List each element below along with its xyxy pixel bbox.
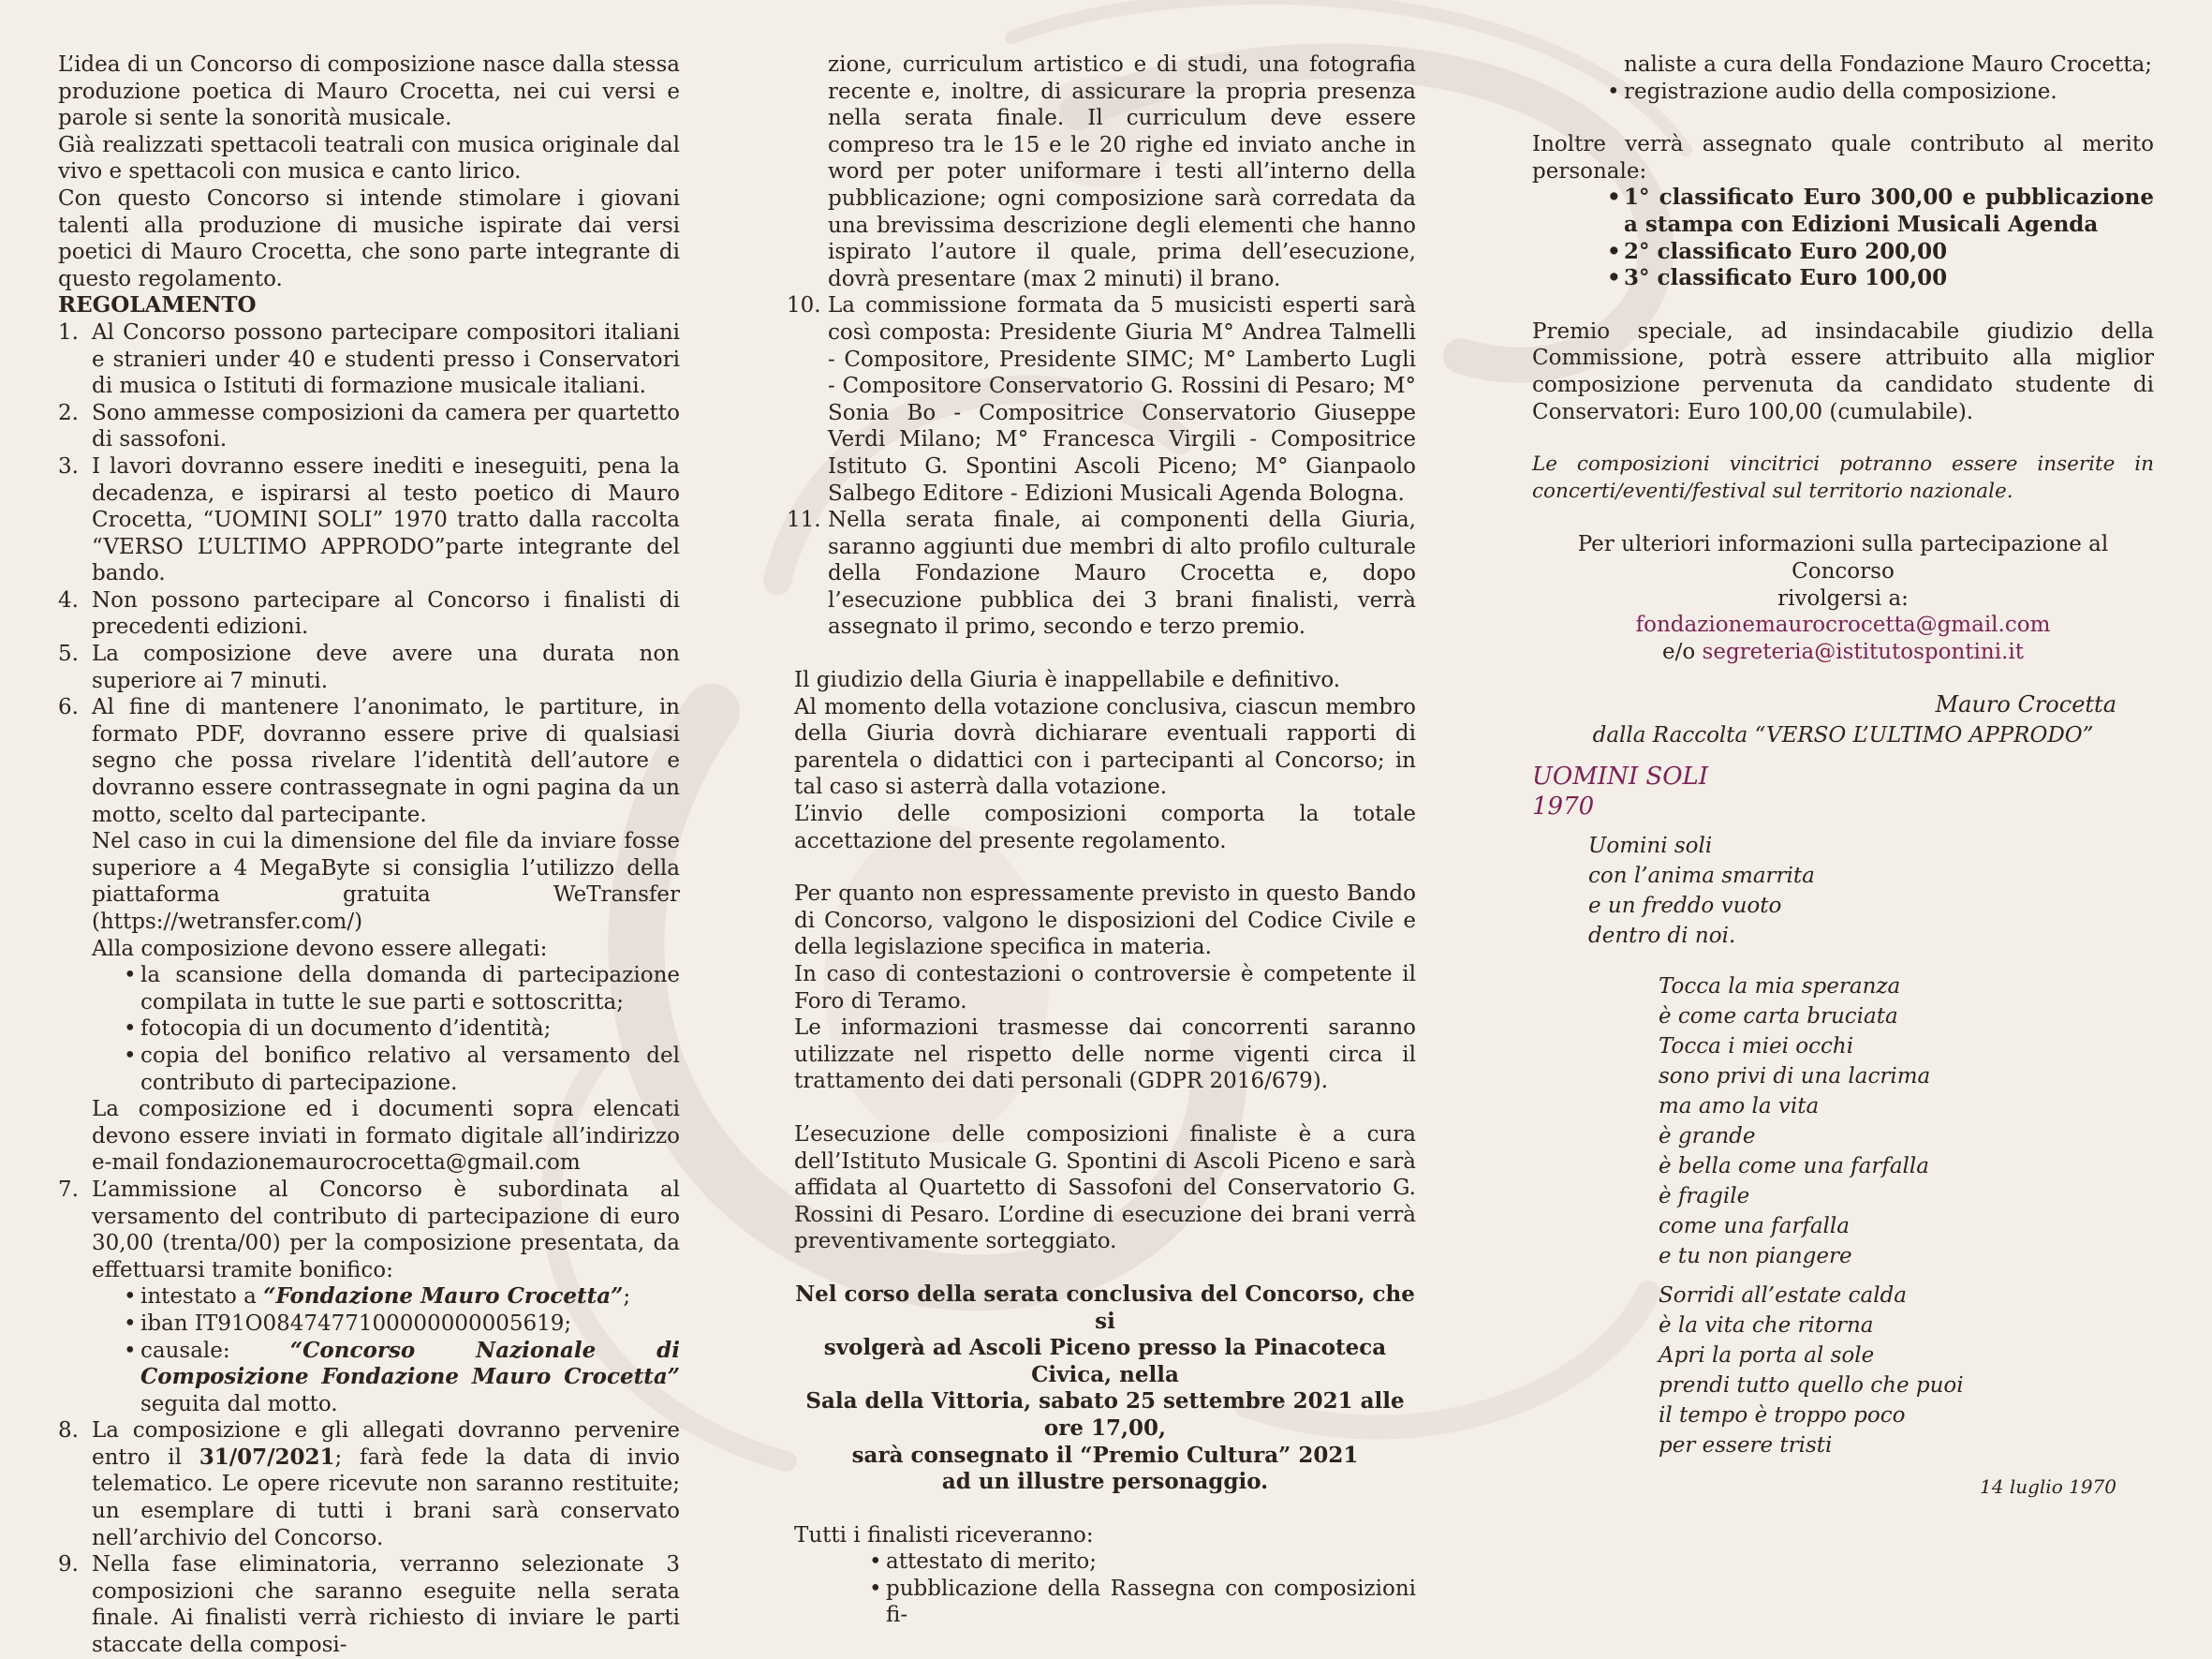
payment-causale: • causale: “Concorso Nazionale di Composizione Fondazione Mauro Crocetta” seguita dal motto. — [124, 1338, 680, 1418]
award-announcement-line: Nel corso della serata conclusiva del Concorso, che si — [795, 1281, 1415, 1334]
info-line-1: Per ulteriori informazioni sulla partecipazione al Concorso — [1577, 532, 2109, 584]
finalist-reward-item: • registrazione audio della composizione. — [1607, 79, 2154, 106]
poem-title: UOMINI SOLI — [1532, 763, 1709, 792]
award-announcement-line: ad un illustre personaggio. — [941, 1469, 1269, 1495]
column-middle — [787, 52, 1416, 1629]
finalist-reward-item: • attestato di merito; — [869, 1548, 1416, 1576]
poem-stanza-2: Tocca la mia speranza è come carta bruciata Tocca i miei occhi sono privi di una lacrima ma amo la vita è grande è bella come una farfalla è fragile come una farfalla e tu non piangere — [1659, 974, 1931, 1269]
rule-item-6: 6. Al fine di mantenere l’anonimato, le partiture, in formato PDF, dovranno essere prive di qualsiasi segno che possa rivelare l’identità dell’autore e dovranno essere contrassegnate in ogni pagina da un motto, scelto dal partecipante. — [58, 695, 680, 827]
poem-year: 1970 — [1532, 792, 1595, 822]
execution-paragraph: L’esecuzione delle composizioni finaliste è a cura dell’Istituto Musicale G. Spontini di Ascoli Piceno e sarà affidata al Quartetto di Sassofoni del Conservatorio G. Rossini di Pesaro. L’ordine di esecuzione dei brani verrà preventivamente sorteggiato. — [794, 1121, 1416, 1254]
email-segreteria-link[interactable]: segreteria@istitutospontini.it — [1702, 639, 2024, 664]
award-announcement-line: Sala della Vittoria, sabato 25 settembre 2021 alle ore 17,00, — [805, 1388, 1405, 1441]
finalist-reward-item: • pubblicazione della Rassegna con composizioni fi- — [869, 1576, 1416, 1629]
rule-9-continuation: zione, curriculum artistico e di studi, una fotografia recente e, inoltre, di assicurare la propria presenza nella serata finale. Il curriculum deve essere compreso tra le 15 e le 20 righe ed inviato anche in word per poter uniformare i testi all’interno della pubblicazione; ogni composizione sarà corredata da una brevissima descrizione degli elementi che hanno ispirato l’autore il quale, prima dell’esecuzione, dovrà presentare (max 2 minuti) il brano. — [828, 52, 1416, 291]
jury-paragraph-2: Al momento della votazione conclusiva, ciascun membro della Giuria dovrà dichiarare eventuali rapporti di parentela o didattici con i partecipanti al Concorso; in tal caso si asterrà dalla votazione. — [794, 694, 1416, 800]
special-prize-paragraph: Premio speciale, ad insindacabile giudizio della Commissione, potrà essere attribuito alla miglior composizione pervenuta da candidato studente di Conservatori: Euro 100,00 (cumulabile). — [1532, 318, 2154, 424]
legal-paragraph-3: Le informazioni trasmesse dai concorrenti saranno utilizzate nel rispetto delle norme vigenti circa il trattamento dei dati personali (GDPR 2016/679). — [794, 1015, 1416, 1094]
poem-date: 14 luglio 1970 — [1980, 1475, 2116, 1499]
attachment-item: • la scansione della domanda di partecipazione compilata in tutte le sue parti e sottoscritta; — [124, 962, 680, 1015]
rules-list — [58, 319, 680, 828]
rule-item-2: 2. Sono ammesse composizioni da camera per quartetto di sassofoni. — [58, 400, 680, 452]
payment-details-list — [58, 1283, 680, 1417]
poem-source: dalla Raccolta “VERSO L’ULTIMO APPRODO” — [1592, 722, 2094, 748]
rule-item-11: 11. Nella serata finale, ai componenti della Giuria, saranno aggiunti due membri di alto profilo culturale della Fondazione Mauro Crocetta e, dopo l’esecuzione pubblica dei 3 brani finalisti, verrà assegnato il primo, secondo e terzo premio. — [787, 508, 1416, 640]
payment-beneficiary: • intestato a “Fondazione Mauro Crocetta”; — [124, 1283, 680, 1311]
rule-item-4: 4. Non possono partecipare al Concorso i finalisti di precedenti edizioni. — [58, 587, 680, 640]
intro-paragraph-3: Con questo Concorso si intende stimolare i giovani talenti alla produzione di musiche ispirate dai versi poetici di Mauro Crocetta, che sono parte integrante di questo regolamento. — [58, 185, 680, 291]
intro-paragraph-1: L’idea di un Concorso di composizione nasce dalla stessa produzione poetica di Mauro Crocetta, nei cui versi e parole si sente la sonorità musicale. — [58, 52, 680, 131]
attachment-item: • copia del bonifico relativo al versamento del contributo di partecipazione. — [124, 1043, 680, 1096]
prizes-list — [1532, 185, 2154, 291]
prize-second: • 2° classificato Euro 200,00 — [1607, 239, 2154, 266]
rule-item-9: 9. Nella fase eliminatoria, verranno selezionate 3 composizioni che saranno eseguite nella serata finale. Ai finalisti verrà richiesto di inviare le parti staccate della composi- — [58, 1552, 680, 1658]
rule-6-file-note: Nel caso in cui la dimensione del file da inviare fosse superiore a 4 MegaByte si consiglia l’utilizzo della piattaforma gratuita WeTransfer (https://wetransfer.com/) — [92, 829, 680, 934]
intro-paragraph-2: Già realizzati spettacoli teatrali con musica originale dal vivo e spettacoli con musica e canto lirico. — [58, 132, 680, 185]
winners-note: Le composizioni vincitrici potranno essere inserite in concerti/eventi/festival sul territorio nazionale. — [1532, 452, 2154, 503]
rule-item-1: 1. Al Concorso possono partecipare compositori italiani e stranieri under 40 e studenti presso i Conservatori di musica o Istituti di formazione musicale italiani. — [58, 319, 680, 399]
poem-stanza-1: Uomini soli con l’anima smarrita e un freddo vuoto dentro di noi. — [1588, 834, 1815, 949]
rule-6-documents-email: La composizione ed i documenti sopra elencati devono essere inviati in formato digitale all’indirizzo e-mail fondazionemaurocrocetta@gmail.com — [92, 1097, 680, 1176]
rule-item-8: 8. La composizione e gli allegati dovranno pervenire entro il 31/07/2021; farà fede la data di invio telematico. Le opere ricevute non saranno restituite; un esemplare di tutti i brani sarà conservato nell’archivio del Concorso. — [58, 1418, 680, 1550]
legal-paragraph-2: In caso di contestazioni o controversie è competente il Foro di Teramo. — [794, 962, 1416, 1014]
poem-author: Mauro Crocetta — [1935, 691, 2116, 718]
poem-stanza-3: Sorridi all’estate calda è la vita che ritorna Apri la porta al sole prendi tutto quello che puoi il tempo è troppo poco per essere tristi — [1659, 1283, 1964, 1459]
jury-paragraph-1: Il giudizio della Giuria è inappellabile e definitivo. — [794, 668, 1341, 693]
jury-paragraph-3: L’invio delle composizioni comporta la totale accettazione del presente regolamento. — [794, 802, 1416, 853]
merit-intro: Inoltre verrà assegnato quale contributo al merito personale: — [1532, 132, 2154, 184]
info-line-2: rivolgersi a: — [1777, 585, 1909, 611]
rule-item-3: 3. I lavori dovranno essere inediti e ineseguiti, pena la decadenza, e ispirarsi al testo poetico di Mauro Crocetta, “UOMINI SOLI” 1970 tratto dalla raccolta “VERSO L’ULTIMO APPRODO”parte integrante del bando. — [58, 453, 680, 586]
payment-iban: • iban IT91O0847477100000000005619; — [124, 1311, 680, 1338]
rule-item-10: 10. La commissione formata da 5 musicisti esperti sarà così composta: Presidente Giuria M° Andrea Talmelli - Compositore, Presidente SIMC; M° Lamberto Lugli - Compositore Conservatorio G. Rossini di Pesaro; M° Sonia Bo - Compositrice Conservatorio Giuseppe Verdi Milano; M° Francesca Virgili - Compositrice Istituto G. Spontini Ascoli Piceno; M° Gianpaolo Salbego Editore - Edizioni Musicali Agenda Bologna. — [787, 293, 1416, 506]
rule-item-5: 5. La composizione deve avere una durata non superiore ai 7 minuti. — [58, 642, 680, 693]
finalists-rewards-list — [794, 1548, 1416, 1629]
finalists-reward-continuation: naliste a cura della Fondazione Mauro Crocetta; — [1624, 52, 2152, 77]
rule-item-7: 7. L’ammissione al Concorso è subordinata al versamento del contributo di partecipazione di euro 30,00 (trenta/00) per la composizione presentata, da effettuarsi tramite bonifico: — [58, 1177, 680, 1282]
email-fondazione-link[interactable]: fondazionemaurocrocetta@gmail.com — [1635, 613, 2051, 638]
email-line-2: e/o segreteria@istitutospontini.it — [1662, 639, 2024, 664]
award-announcement-line: sarà consegnato il “Premio Cultura” 2021 — [851, 1442, 1359, 1468]
regolamento-heading: REGOLAMENTO — [58, 292, 257, 318]
rule-6-attach-label: Alla composizione devono essere allegati: — [92, 936, 548, 961]
legal-paragraph-1: Per quanto non espressamente previsto in questo Bando di Concorso, valgono le disposizioni del Codice Civile e della legislazione specifica in materia. — [794, 881, 1416, 960]
award-announcement-line: svolgerà ad Ascoli Piceno presso la Pinacoteca Civica, nella — [823, 1335, 1387, 1387]
prize-third: • 3° classificato Euro 100,00 — [1607, 265, 2154, 292]
prize-first: • 1° classificato Euro 300,00 e pubblicazione a stampa con Edizioni Musicali Agenda — [1607, 185, 2154, 238]
finalists-label: Tutti i finalisti riceveranno: — [794, 1522, 1094, 1548]
attachment-item: • fotocopia di un documento d’identità; — [124, 1015, 680, 1043]
attachments-list — [58, 962, 680, 1096]
column-right — [1532, 52, 2154, 1501]
column-left — [58, 52, 680, 1659]
